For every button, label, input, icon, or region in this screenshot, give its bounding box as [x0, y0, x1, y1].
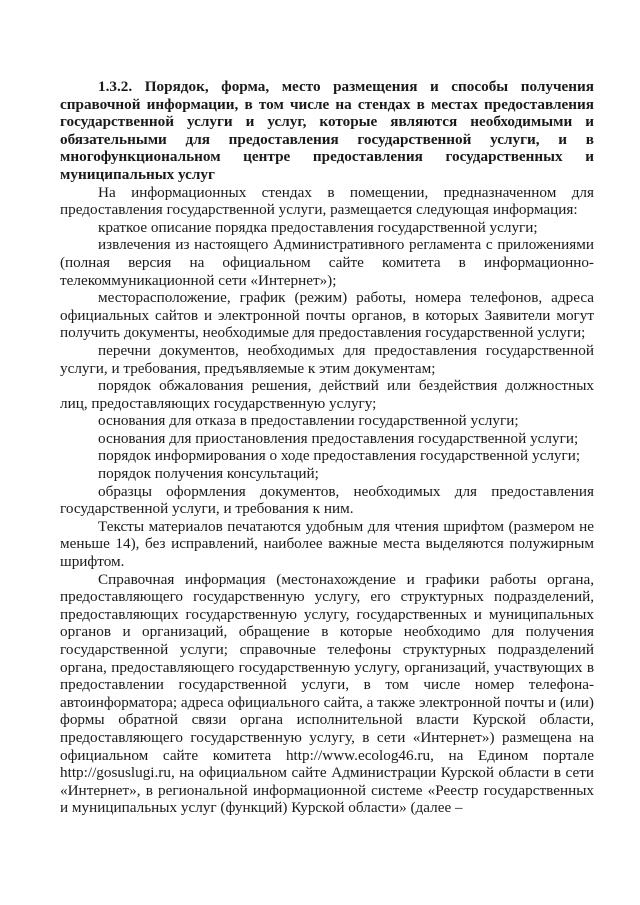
- list-item: порядок информирования о ходе предоставления государственной услуги;: [98, 447, 581, 465]
- list-item: основания для приостановления предоставления государственной услуги;: [98, 429, 579, 447]
- section-heading: 1.3.2. Порядок, форма, место размещения и способы получения справочной информации, в том числе на стендах в местах предоставления государственной услуги и услуг, которые являются необходимыми и обязательными для предоставления государственной услуги, и в многофункциональном центре предоставления государственных и муниципальных услуг: [60, 78, 594, 183]
- document-page: [60, 78, 594, 817]
- list-item: образцы оформления документов, необходимых для предоставления государственной услуги, и требования к ним.: [60, 482, 594, 518]
- list-item: основания для отказа в предоставлении государственной услуги;: [98, 412, 519, 430]
- intro-paragraph: На информационных стендах в помещении, предназначенном для предоставления государственной услуги, размещается следующая информация:: [60, 183, 594, 219]
- reference-paragraph: Справочная информация (местонахождение и графики работы органа, предоставляющего государственную услугу, его структурных подразделений, предоставляющих государственную услугу, государственных и муниципальных органов и организаций, обращение в которые необходимо для получения государственной услуги; справочные телефоны структурных подразделений органа, предоставляющего государственную услугу, организаций, участвующих в предоставлении государственной услуги, в том числе номер телефона-автоинформатора; адреса официального сайта, а также электронной почты и (или) формы обратной связи органа исполнительной власти Курской области, предоставляющего государственную услугу, в сети «Интернет») размещена на официальном сайте комитета http://www.ecolog46.ru, на Едином портале http://gosuslugi.ru, на официальном сайте Администрации Курской области в сети «Интернет», в региональной информационной системе «Реестр государственных и муниципальных услуг (функций) Курской области» (далее –: [60, 570, 594, 817]
- list-item: перечни документов, необходимых для предоставления государственной услуги, и требования, предъявляемые к этим документам;: [60, 341, 594, 377]
- list-item: извлечения из настоящего Административного регламента с приложениями (полная версия на официальном сайте комитета в информационно-телекоммуникационной сети «Интернет»);: [60, 236, 594, 289]
- list-item: краткое описание порядка предоставления государственной услуги;: [98, 218, 538, 236]
- list-item: месторасположение, график (режим) работы, номера телефонов, адреса официальных сайтов и электронной почты органов, в которых Заявители могут получить документы, необходимые для предоставления государственной услуги;: [60, 289, 594, 342]
- list-item: порядок получения консультаций;: [98, 465, 319, 483]
- fonts-paragraph: Тексты материалов печатаются удобным для чтения шрифтом (размером не меньше 14), без исправлений, наиболее важные места выделяются полужирным шрифтом.: [60, 517, 594, 571]
- list-item: порядок обжалования решения, действий или бездействия должностных лиц, предоставляющих государственную услугу;: [60, 377, 594, 412]
